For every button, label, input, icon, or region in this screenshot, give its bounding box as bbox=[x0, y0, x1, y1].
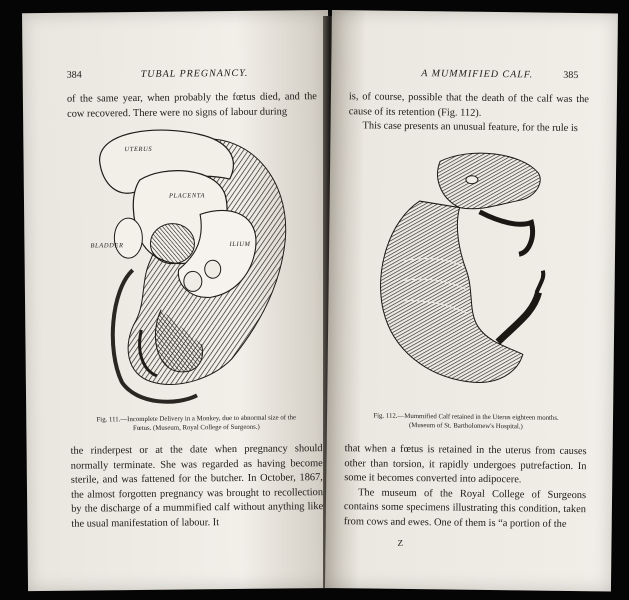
caption-line: Fig. 111.—Incomplete Delivery in a Monkey, due to abnormal size of the bbox=[96, 414, 297, 424]
right-bottom-paragraph-2: The museum of the Royal College of Surgeons contains some specimens illustrating this condition, taken from cows and ewes. One of them is “a portion of the bbox=[343, 487, 587, 530]
left-page bbox=[22, 10, 334, 591]
left-top-paragraph: of the same year, when probably the fœtus died, and the cow recovered. There were no signs of labour during bbox=[66, 91, 317, 120]
left-page-number: 384 bbox=[66, 69, 82, 81]
right-page bbox=[325, 10, 618, 591]
signature-mark: Z bbox=[397, 537, 404, 548]
label-uterus: UTERUS bbox=[124, 145, 153, 154]
caption-line: Fig. 112.—Mummified Calf retained in the Uterus eighteen months. bbox=[373, 412, 559, 422]
right-bottom-text bbox=[344, 442, 587, 533]
right-page-number: 385 bbox=[563, 69, 579, 82]
label-placenta: PLACENTA bbox=[168, 192, 206, 200]
right-bottom-paragraph: that when a fœtus is retained in the uterus from causes other than torsion, it rapidly undergoes putrefaction. In some it becomes converted into adipocere. bbox=[344, 443, 587, 486]
open-book bbox=[14, 10, 614, 588]
right-running-head: A MUMMIFIED CALF. bbox=[421, 68, 534, 81]
label-ilium: ILIUM bbox=[229, 240, 251, 249]
left-bottom-text bbox=[71, 442, 324, 532]
figure-111-caption bbox=[66, 414, 326, 434]
right-top-paragraph-2: This case presents an unusual feature, for the rule is bbox=[362, 120, 578, 135]
right-top-paragraph: is, of course, possible that the death of the calf was the cause of its retention (Fig. 112). bbox=[348, 91, 589, 119]
label-bladder: BLADDER bbox=[90, 242, 124, 250]
figure-112-mummified-calf-illustration bbox=[357, 140, 560, 402]
left-bottom-paragraph: the rinderpest or at the date when pregnancy should normally terminate. She was regarded as having become sterile, and was fattened for the butcher. In October, 1867, the almost forgotten pregnancy was brought to recollection by the discharge of a mummified calf without anything like the usual manifestation of labour. It bbox=[70, 443, 324, 530]
right-top-text bbox=[348, 90, 589, 137]
left-top-text bbox=[67, 90, 317, 122]
figure-112-caption bbox=[341, 412, 591, 432]
caption-line: Fœtus. (Museum, Royal College of Surgeons.) bbox=[132, 423, 260, 432]
left-running-head: TUBAL PREGNANCY. bbox=[140, 67, 249, 80]
figure-111-monkey-illustration bbox=[79, 118, 302, 412]
caption-line: (Museum of St. Bartholomew's Hospital.) bbox=[409, 421, 523, 430]
